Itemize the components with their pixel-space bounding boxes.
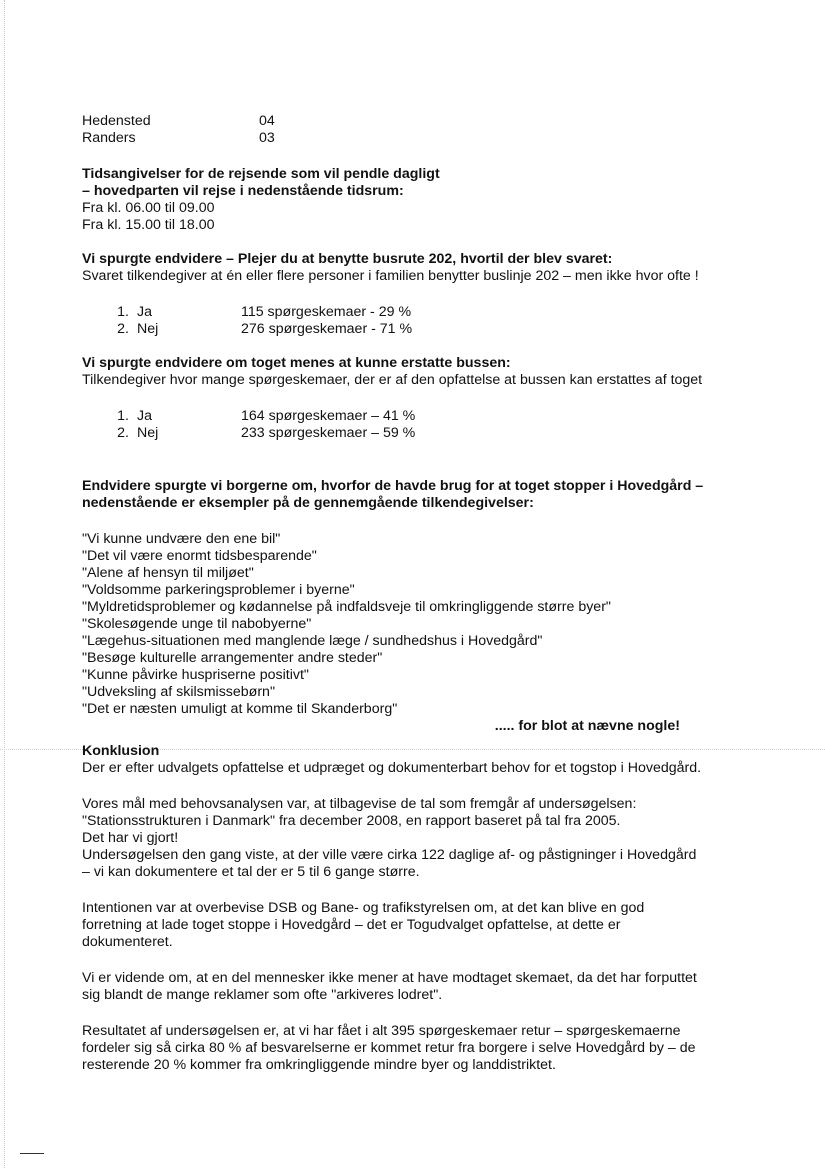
paragraph-line: "Stationsstrukturen i Danmark" fra december 2008, en rapport baseret på tal fra 2005. bbox=[82, 813, 621, 829]
paragraph-line: resterende 20 % kommer fra omkringliggende mindre byer og landdistriktet. bbox=[82, 1057, 556, 1073]
answer-index: 2. bbox=[117, 321, 129, 337]
paragraph-line: – vi kan dokumentere et tal der er 5 til 6 gange større. bbox=[82, 864, 420, 880]
town-name: Randers bbox=[82, 130, 136, 146]
town-count: 03 bbox=[259, 130, 275, 146]
quote-item: "Vi kunne undvære den ene bil" bbox=[82, 531, 281, 547]
bus-section bbox=[82, 251, 762, 338]
answer-label: Ja bbox=[137, 408, 152, 424]
paragraph-line: Vores mål med behovsanalysen var, at tilbagevise de tal som fremgår af undersøgelsen: bbox=[82, 796, 637, 812]
bus-heading: Vi spurgte endvidere – Plejer du at benytte busrute 202, hvortil der blev svaret: bbox=[82, 251, 613, 267]
train-heading: Vi spurgte endvidere om toget menes at kunne erstatte bussen: bbox=[82, 355, 511, 371]
reasons-subheading: nedenstående er eksempler på de gennemgående tilkendegivelser: bbox=[82, 495, 534, 511]
conclusion-heading: Konklusion bbox=[82, 743, 160, 759]
paragraph-line: Undersøgelsen den gang viste, at der ville være cirka 122 daglige af- og påstigninger i Hovedgård bbox=[82, 847, 697, 863]
answer-index: 2. bbox=[117, 425, 129, 441]
paragraph-line: dokumenteret. bbox=[82, 934, 173, 950]
town-row bbox=[82, 130, 762, 147]
quote-item: "Alene af hensyn til miljøet" bbox=[82, 565, 254, 581]
answer-label: Nej bbox=[137, 321, 159, 337]
conclusion-paragraph bbox=[82, 970, 762, 1004]
answer-result: 276 spørgeskemaer - 71 % bbox=[241, 321, 413, 337]
answer-row bbox=[82, 321, 762, 338]
paragraph-line: sig blandt de mange reklamer som ofte "arkiveres lodret". bbox=[82, 987, 443, 1003]
paragraph-line: fordeler sig så cirka 80 % af besvarelserne er kommet retur fra borgere i selve Hovedgård by – de bbox=[82, 1040, 696, 1056]
time-heading: Tidsangivelser for de rejsende som vil pendle dagligt bbox=[82, 166, 440, 182]
reasons-section bbox=[82, 478, 762, 735]
conclusion-paragraph bbox=[82, 796, 762, 881]
answer-index: 1. bbox=[117, 408, 129, 424]
time-range: Fra kl. 15.00 til 18.00 bbox=[82, 217, 215, 233]
town-name: Hedensted bbox=[82, 113, 151, 129]
answer-row bbox=[82, 425, 762, 442]
answer-result: 164 spørgeskemaer – 41 % bbox=[241, 408, 416, 424]
answer-label: Nej bbox=[137, 425, 159, 441]
time-section bbox=[82, 166, 762, 234]
page-edge-line bbox=[4, 0, 5, 1168]
train-description: Tilkendegiver hvor mange spørgeskemaer, der er af den opfattelse at bussen kan erstattes af toget bbox=[82, 372, 703, 388]
quote-item: "Det vil være enormt tidsbesparende" bbox=[82, 548, 317, 564]
document-body bbox=[82, 113, 762, 1074]
quote-item: "Besøge kulturelle arrangementer andre steder" bbox=[82, 650, 383, 666]
town-count: 04 bbox=[259, 113, 275, 129]
time-range: Fra kl. 06.00 til 09.00 bbox=[82, 200, 215, 216]
quote-item: "Det er næsten umuligt at komme til Skanderborg" bbox=[82, 701, 398, 717]
quote-item: "Lægehus-situationen med manglende læge / sundhedshus i Hovedgård" bbox=[82, 633, 543, 649]
paragraph-line: Det har vi gjort! bbox=[82, 830, 179, 846]
conclusion-section bbox=[82, 743, 762, 1074]
reasons-heading: Endvidere spurgte vi borgerne om, hvorfor de havde brug for at toget stopper i Hovedgård – bbox=[82, 478, 704, 494]
quote-item: "Myldretidsproblemer og kødannelse på indfaldsveje til omkringliggende større byer" bbox=[82, 599, 611, 615]
quote-item: "Kunne påvirke huspriserne positivt" bbox=[82, 667, 309, 683]
time-subheading: – hovedparten vil rejse i nedenstående tidsrum: bbox=[82, 183, 404, 199]
paragraph-line: Vi er vidende om, at en del mennesker ikke mener at have modtaget skemaet, da det har forputtet bbox=[82, 970, 697, 986]
answer-result: 115 spørgeskemaer - 29 % bbox=[241, 304, 412, 320]
conclusion-paragraph bbox=[82, 1023, 762, 1074]
closing-note: ..... for blot at nævne nogle! bbox=[494, 718, 680, 734]
answer-index: 1. bbox=[117, 304, 129, 320]
quote-item: "Udveksling af skilsmissebørn" bbox=[82, 684, 275, 700]
conclusion-paragraph: Der er efter udvalgets opfattelse et udpræget og dokumenterbart behov for et togstop i Hovedgård. bbox=[82, 760, 702, 776]
answer-row bbox=[82, 408, 762, 425]
conclusion-paragraph bbox=[82, 900, 762, 951]
answer-label: Ja bbox=[137, 304, 152, 320]
quote-item: "Voldsomme parkeringsproblemer i byerne" bbox=[82, 582, 355, 598]
town-row bbox=[82, 113, 762, 130]
corner-mark bbox=[20, 1153, 44, 1154]
bus-description: Svaret tilkendegiver at én eller flere personer i familien benytter buslinje 202 – men ikke hvor ofte ! bbox=[82, 268, 699, 284]
answer-row bbox=[82, 304, 762, 321]
paragraph-line: forretning at lade toget stoppe i Hovedgård – det er Togudvalget opfattelse, at dette er bbox=[82, 917, 621, 933]
town-list bbox=[82, 113, 762, 147]
train-section bbox=[82, 355, 762, 442]
paragraph-line: Intentionen var at overbevise DSB og Bane- og trafikstyrelsen om, at det kan blive en god bbox=[82, 900, 645, 916]
paragraph-line: Resultatet af undersøgelsen er, at vi har fået i alt 395 spørgeskemaer retur – spørgeskemaerne bbox=[82, 1023, 681, 1039]
quote-item: "Skolesøgende unge til nabobyerne" bbox=[82, 616, 312, 632]
answer-result: 233 spørgeskemaer – 59 % bbox=[241, 425, 416, 441]
